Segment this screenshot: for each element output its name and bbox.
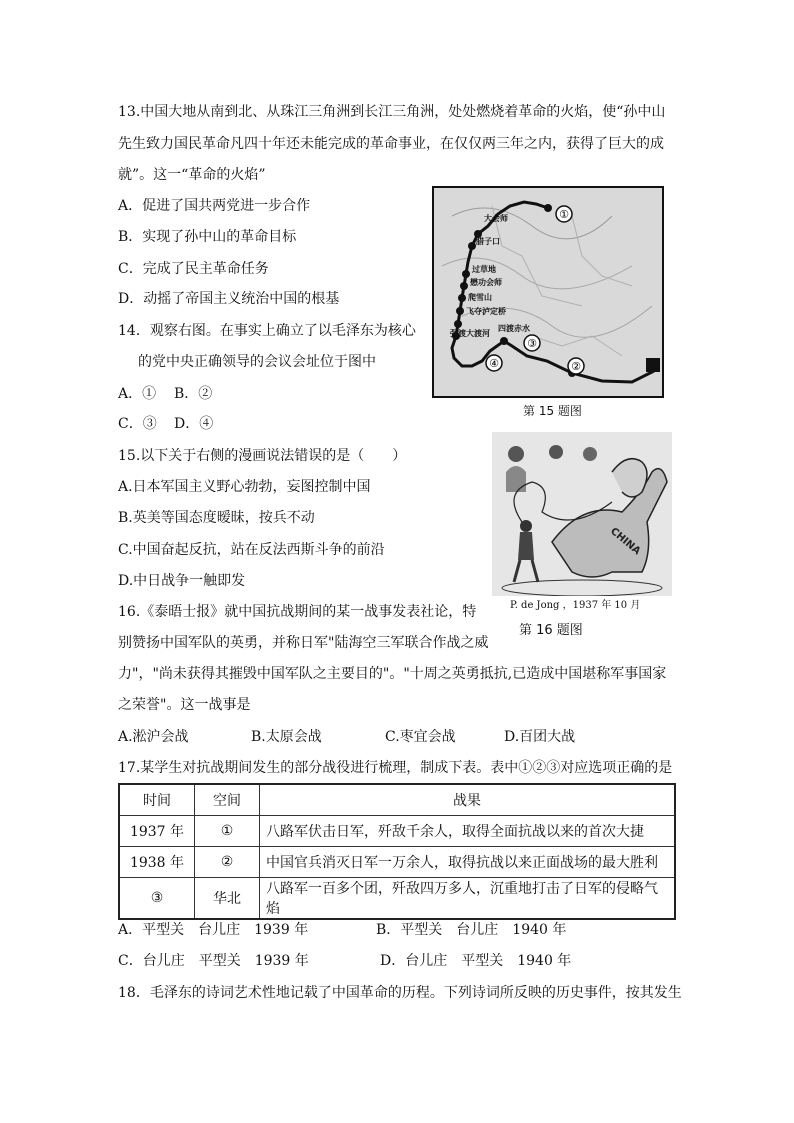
q16-stem-line-4: 之荣誉"。这一战事是 — [118, 697, 251, 713]
q13-stem-line-3: 就”。这一“革命的火焰” — [118, 167, 266, 183]
table-cell-time: 1938 年 — [119, 847, 195, 878]
q13-option-b: B．实现了孙中山的革命目标 — [118, 229, 297, 245]
cartoon-figure — [492, 432, 672, 614]
map-label-chishui: 四渡赤水 — [498, 324, 530, 333]
table-cell-result: 八路军一百多个团，歼敌四万多人，沉重地打击了日军的侵略气焰 — [260, 878, 676, 920]
q16-stem-line-2: 别赞扬中国军队的英勇，并称日军"陆海空三军联合作战之威 — [118, 635, 489, 651]
map-caption: 第 15 题图 — [523, 404, 582, 418]
q15-option-b: B.英美等国态度暧昧，按兵不动 — [118, 510, 315, 526]
q18-stem: 18．毛泽东的诗词艺术性地记载了中国革命的历程。下列诗词所反映的历史事件，按其发生 — [118, 985, 682, 1001]
map-label-paxueshan: 爬雪山 — [468, 293, 492, 302]
table-cell-result: 八路军伏击日军，歼敌千余人，取得全面抗战以来的首次大捷 — [260, 816, 676, 847]
q16-option-a: A.淞沪会战 — [118, 729, 189, 745]
table-cell-result: 中国官兵消灭日军一万余人，取得抗战以来正面战场的最大胜利 — [260, 847, 676, 878]
table-header-time: 时间 — [119, 784, 195, 816]
table-cell-place: 华北 — [195, 878, 260, 920]
map-label-maogong: 懋功会师 — [470, 278, 502, 287]
map-marker-1 — [556, 206, 572, 222]
q16-stem-line-3: 力"，"尚未获得其摧毁中国军队之主要目的"。"十周之英勇抵抗,已造成中国堪称军事国家 — [118, 666, 667, 682]
table-cell-place: ② — [195, 847, 260, 878]
map-marker-2 — [568, 358, 584, 374]
table-row — [119, 816, 675, 847]
svg-text:②: ② — [571, 360, 581, 373]
q14-option-c: C．③ — [118, 416, 157, 432]
map-label-lazikou: 腊子口 — [476, 237, 500, 246]
cartoon-dragon-text: CHINA — [608, 525, 643, 558]
cartoon-signature: P. de Jong ，1937 年 10 月 — [510, 600, 641, 611]
table-header-result: 战果 — [260, 784, 676, 816]
q13-option-d: D．动摇了帝国主义统治中国的根基 — [118, 291, 340, 307]
q15-option-a: A.日本军国主义野心勃勃，妄图控制中国 — [118, 479, 371, 495]
q16-option-d: D.百团大战 — [504, 729, 576, 745]
q17-battle-table — [118, 783, 676, 920]
q16-stem-line-1: 16.《泰晤士报》就中国抗战期间的某一战事发表社论，特 — [118, 604, 477, 620]
q16-option-c: C.枣宜会战 — [385, 729, 456, 745]
map-label-guocaodi: 过草地 — [472, 265, 496, 274]
svg-text:④: ④ — [489, 357, 499, 370]
q16-option-b: B.太原会战 — [251, 729, 322, 745]
svg-text:③: ③ — [527, 337, 537, 350]
q13-stem-line-1: 13.中国大地从南到北、从珠江三角洲到长江三角洲，处处燃烧着革命的火焰，使“孙中山 — [118, 104, 666, 120]
table-header-row — [119, 784, 675, 816]
map-label-dahuishi: 大会师 — [484, 214, 508, 223]
q14-stem-line-1: 14．观察右图。在事实上确立了以毛泽东为核心 — [118, 323, 416, 339]
map-marker-4 — [486, 355, 502, 371]
q14-option-a: A．① — [118, 386, 157, 402]
table-cell-time: ③ — [119, 878, 195, 920]
q13-option-a: A．促进了国共两党进一步合作 — [118, 198, 311, 214]
q15-option-c: C.中国奋起反抗，站在反法西斯斗争的前沿 — [118, 542, 385, 558]
q17-option-b: B．平型关 台儿庄 1940 年 — [376, 922, 567, 938]
table-cell-time: 1937 年 — [119, 816, 195, 847]
q17-option-d: D．台儿庄 平型关 1940 年 — [380, 953, 572, 969]
cartoon-caption: 第 16 题图 — [519, 623, 583, 638]
map-label-luding: 飞夺泸定桥 — [466, 307, 506, 316]
q14-option-b: B．② — [174, 386, 213, 402]
table-row — [119, 847, 675, 878]
q17-option-c: C．台儿庄 平型关 1939 年 — [118, 953, 309, 969]
q14-stem-line-2: 的党中央正确领导的会议会址位于图中 — [138, 354, 376, 370]
table-row — [119, 878, 675, 920]
q15-stem: 15.以下关于右侧的漫画说法错误的是（ ） — [118, 448, 407, 464]
q15-option-d: D.中日战争一触即发 — [118, 573, 246, 589]
q17-option-a: A．平型关 台儿庄 1939 年 — [118, 922, 309, 938]
table-header-place: 空间 — [195, 784, 260, 816]
map-marker-3 — [524, 335, 540, 351]
long-march-map — [432, 186, 664, 398]
q14-option-d: D．④ — [174, 416, 214, 432]
q13-option-c: C．完成了民主革命任务 — [118, 261, 269, 277]
map-label-daduhe: 强渡大渡河 — [450, 329, 490, 338]
table-cell-place: ① — [195, 816, 260, 847]
q17-stem: 17.某学生对抗战期间发生的部分战役进行梳理，制成下表。表中①②③对应选项正确的是 — [118, 760, 673, 776]
q13-stem-line-2: 先生致力国民革命凡四十年还未能完成的革命事业，在仅仅两三年之内，获得了巨大的成 — [118, 136, 664, 152]
svg-text:①: ① — [559, 208, 569, 221]
